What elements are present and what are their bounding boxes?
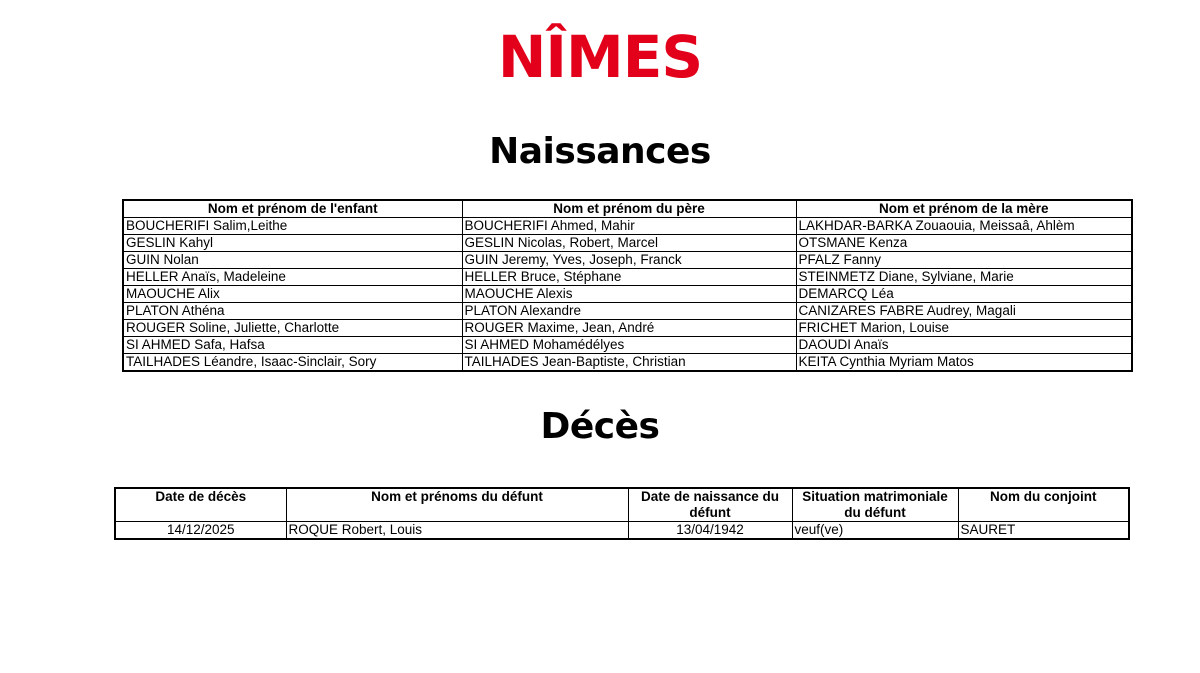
header-birth-date: Date de naissance du défunt (628, 488, 792, 522)
child-name-cell: MAOUCHE Alix (123, 286, 462, 303)
child-name-cell: GESLIN Kahyl (123, 235, 462, 252)
father-name-cell: GUIN Jeremy, Yves, Joseph, Franck (462, 252, 796, 269)
header-child-name: Nom et prénom de l'enfant (123, 200, 462, 218)
header-marital-status: Situation matrimoniale du défunt (792, 488, 958, 522)
birth-date-cell: 13/04/1942 (628, 522, 792, 540)
deceased-name-cell: ROQUE Robert, Louis (286, 522, 628, 540)
table-row (115, 522, 1129, 540)
header-mother-name: Nom et prénom de la mère (796, 200, 1132, 218)
mother-name-cell: PFALZ Fanny (796, 252, 1132, 269)
child-name-cell: PLATON Athéna (123, 303, 462, 320)
header-spouse-name: Nom du conjoint (958, 488, 1129, 522)
births-title: Naissances (489, 131, 711, 172)
deaths-header-row (115, 488, 1129, 522)
father-name-cell: GESLIN Nicolas, Robert, Marcel (462, 235, 796, 252)
mother-name-cell: KEITA Cynthia Myriam Matos (796, 354, 1132, 372)
mother-name-cell: LAKHDAR-BARKA Zouaouia, Meissaâ, Ahlèm (796, 218, 1132, 235)
births-table (122, 199, 1133, 372)
child-name-cell: SI AHMED Safa, Hafsa (123, 337, 462, 354)
marital-status-cell: veuf(ve) (792, 522, 958, 540)
father-name-cell: HELLER Bruce, Stéphane (462, 269, 796, 286)
father-name-cell: MAOUCHE Alexis (462, 286, 796, 303)
table-row (123, 286, 1132, 303)
child-name-cell: ROUGER Soline, Juliette, Charlotte (123, 320, 462, 337)
table-row (123, 218, 1132, 235)
child-name-cell: HELLER Anaïs, Madeleine (123, 269, 462, 286)
father-name-cell: ROUGER Maxime, Jean, André (462, 320, 796, 337)
table-row (123, 320, 1132, 337)
child-name-cell: TAILHADES Léandre, Isaac-Sinclair, Sory (123, 354, 462, 372)
mother-name-cell: FRICHET Marion, Louise (796, 320, 1132, 337)
births-header-row (123, 200, 1132, 218)
mother-name-cell: STEINMETZ Diane, Sylviane, Marie (796, 269, 1132, 286)
child-name-cell: BOUCHERIFI Salim,Leithe (123, 218, 462, 235)
father-name-cell: SI AHMED Mohamédélyes (462, 337, 796, 354)
table-row (123, 337, 1132, 354)
header-death-date: Date de décès (115, 488, 286, 522)
header-deceased-name: Nom et prénoms du défunt (286, 488, 628, 522)
table-row (123, 354, 1132, 372)
father-name-cell: PLATON Alexandre (462, 303, 796, 320)
mother-name-cell: DEMARCQ Léa (796, 286, 1132, 303)
father-name-cell: TAILHADES Jean-Baptiste, Christian (462, 354, 796, 372)
mother-name-cell: CANIZARES FABRE Audrey, Magali (796, 303, 1132, 320)
mother-name-cell: DAOUDI Anaïs (796, 337, 1132, 354)
deaths-table (114, 487, 1130, 540)
spouse-name-cell: SAURET (958, 522, 1129, 540)
death-date-cell: 14/12/2025 (115, 522, 286, 540)
deaths-title: Décès (540, 406, 660, 447)
nimes-logo: NÎMES (497, 23, 703, 91)
table-row (123, 235, 1132, 252)
table-row (123, 269, 1132, 286)
header-father-name: Nom et prénom du père (462, 200, 796, 218)
table-row (123, 303, 1132, 320)
mother-name-cell: OTSMANE Kenza (796, 235, 1132, 252)
child-name-cell: GUIN Nolan (123, 252, 462, 269)
table-row (123, 252, 1132, 269)
father-name-cell: BOUCHERIFI Ahmed, Mahir (462, 218, 796, 235)
